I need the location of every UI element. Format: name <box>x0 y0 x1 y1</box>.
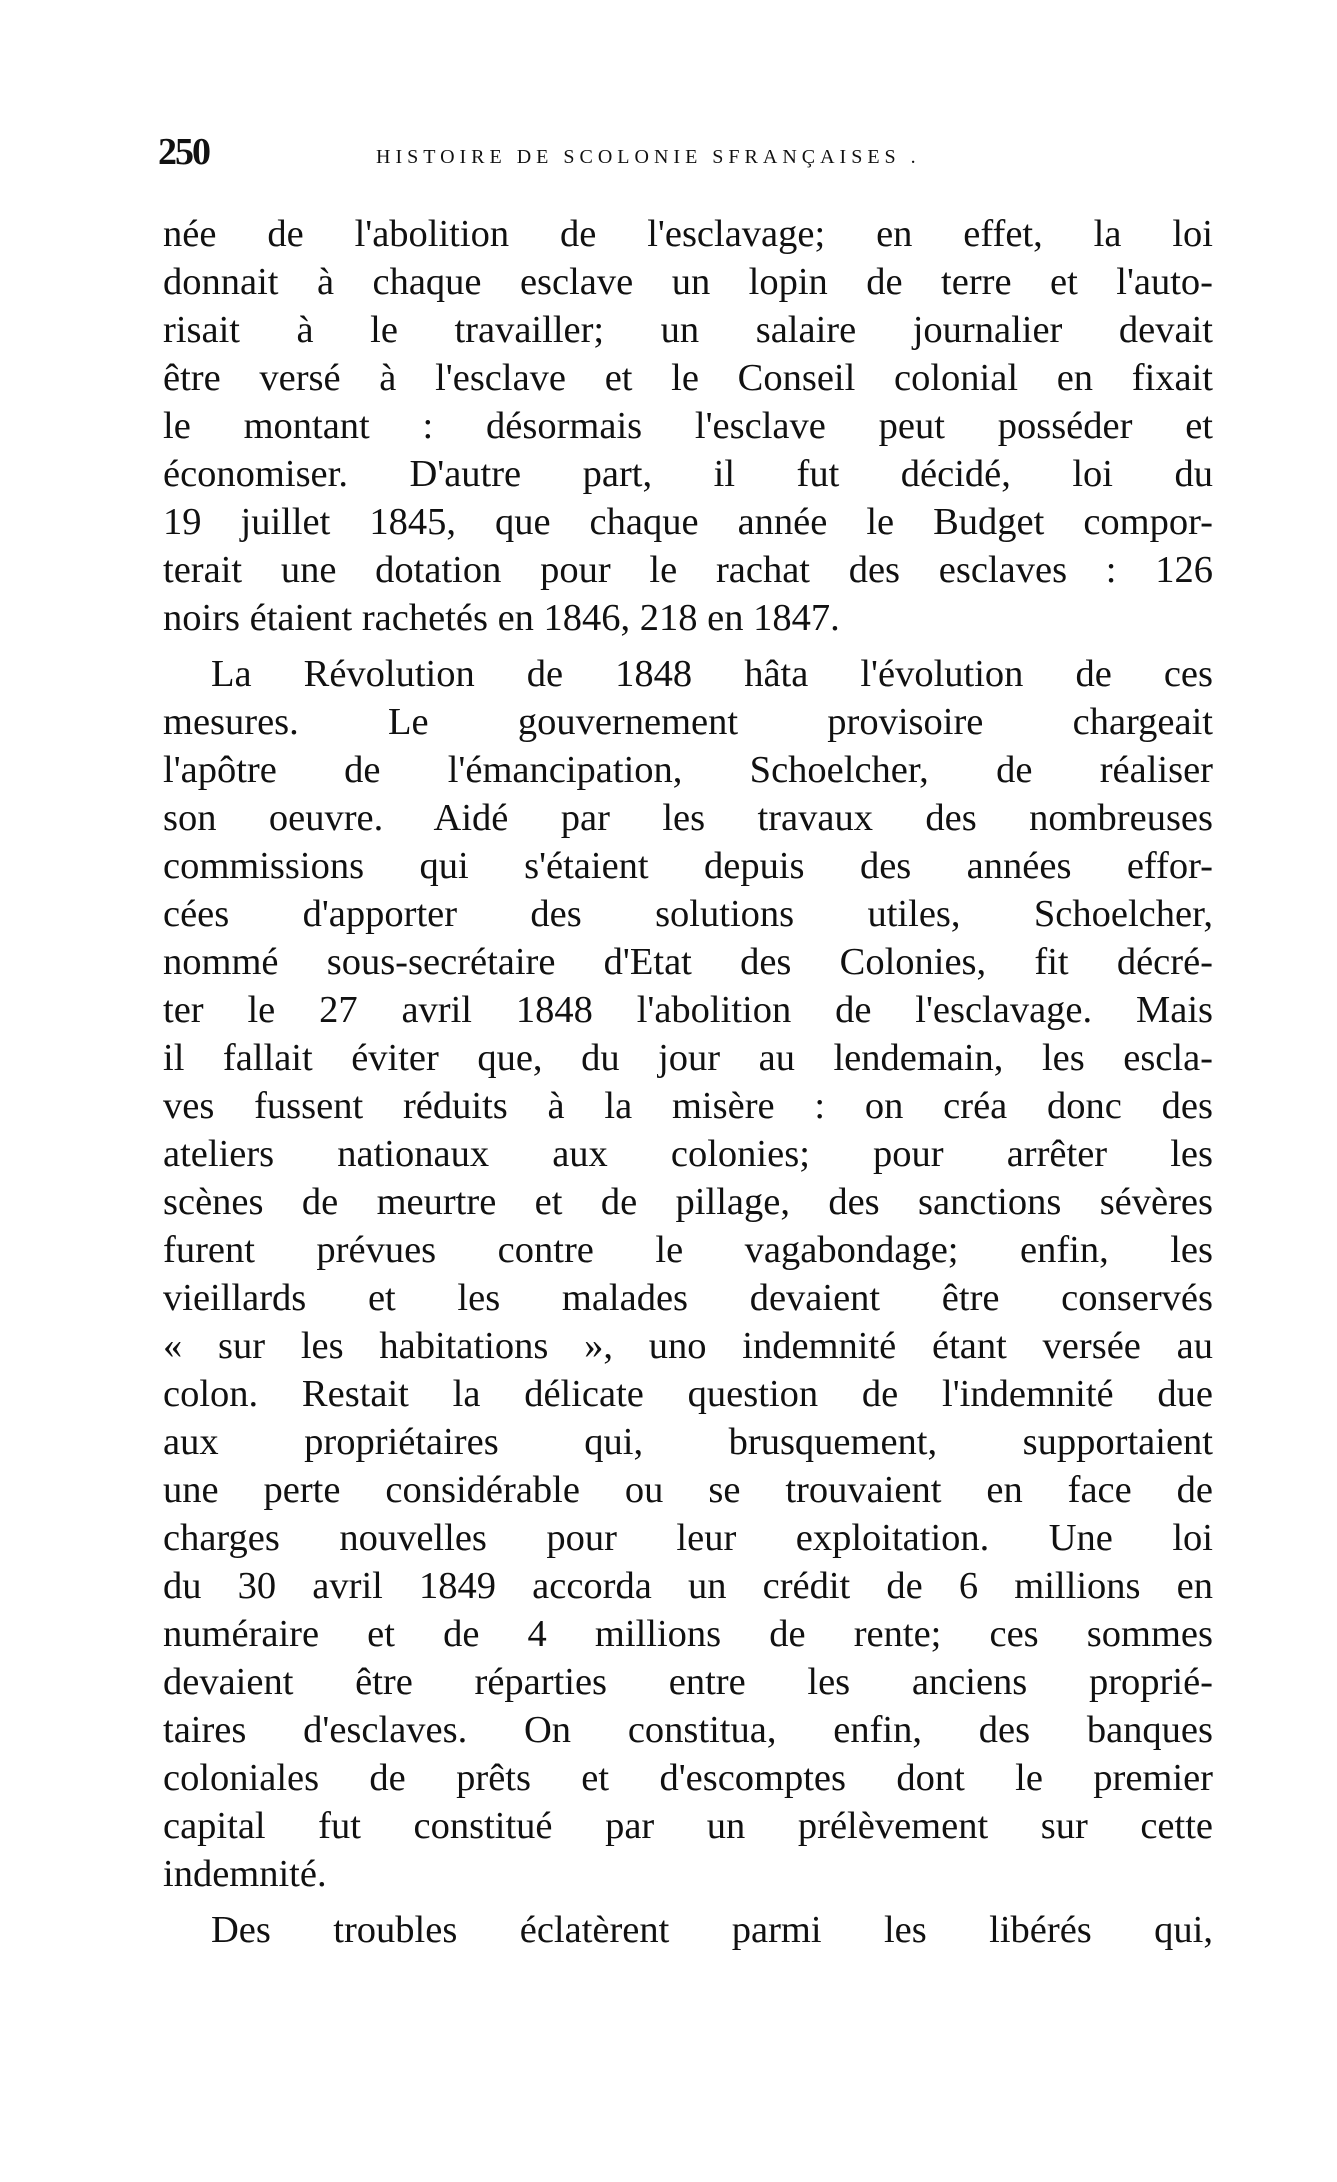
text-line: nommé sous-secrétaire d'Etat des Colonies, fit décré- <box>163 941 1213 983</box>
text-line: risait à le travailler; un salaire journalier devait <box>163 309 1213 351</box>
text-line: son oeuvre. Aidé par les travaux des nombreuses <box>163 797 1213 839</box>
text-line: du 30 avril 1849 accorda un crédit de 6 millions en <box>163 1565 1213 1607</box>
text-line: être versé à l'esclave et le Conseil colonial en fixait <box>163 357 1213 399</box>
text-line: ter le 27 avril 1848 l'abolition de l'esclavage. Mais <box>163 989 1213 1031</box>
paragraph-3 <box>163 1906 1213 1954</box>
text-line: devaient être réparties entre les anciens proprié- <box>163 1661 1213 1703</box>
paragraph-1 <box>163 210 1213 642</box>
text-line: mesures. Le gouvernement provisoire chargeait <box>163 701 1213 743</box>
text-line: ateliers nationaux aux colonies; pour arrêter les <box>163 1133 1213 1175</box>
running-head <box>158 130 1218 180</box>
text-line: furent prévues contre le vagabondage; enfin, les <box>163 1229 1213 1271</box>
text-line: vieillards et les malades devaient être conservés <box>163 1277 1213 1319</box>
text-line: née de l'abolition de l'esclavage; en effet, la loi <box>163 213 1213 255</box>
text-line: le montant : désormais l'esclave peut posséder et <box>163 405 1213 447</box>
running-title: HISTOIRE DE SCOLONIE SFRANÇAISES . <box>376 146 921 168</box>
text-line: noirs étaient rachetés en 1846, 218 en 1847. <box>163 597 840 639</box>
text-line: une perte considérable ou se trouvaient en face de <box>163 1469 1213 1511</box>
text-line: coloniales de prêts et d'escomptes dont le premier <box>163 1757 1213 1799</box>
text-line: numéraire et de 4 millions de rente; ces sommes <box>163 1613 1213 1655</box>
text-line: « sur les habitations », uno indemnité étant versée au <box>163 1325 1213 1367</box>
body-text <box>163 210 1213 1954</box>
text-line: terait une dotation pour le rachat des esclaves : 126 <box>163 549 1213 591</box>
text-line: ves fussent réduits à la misère : on créa donc des <box>163 1085 1213 1127</box>
text-line: cées d'apporter des solutions utiles, Schoelcher, <box>163 893 1213 935</box>
page-number: 250 <box>158 131 209 173</box>
text-line: capital fut constitué par un prélèvement sur cette <box>163 1805 1213 1847</box>
text-line: économiser. D'autre part, il fut décidé, loi du <box>163 453 1213 495</box>
text-line: commissions qui s'étaient depuis des années effor- <box>163 845 1213 887</box>
text-line: charges nouvelles pour leur exploitation. Une loi <box>163 1517 1213 1559</box>
text-line: colon. Restait la délicate question de l'indemnité due <box>163 1373 1213 1415</box>
text-line: Des troubles éclatèrent parmi les libérés qui, <box>211 1909 1213 1951</box>
text-line: il fallait éviter que, du jour au lendemain, les escla- <box>163 1037 1213 1079</box>
paragraph-2 <box>163 650 1213 1898</box>
text-line: donnait à chaque esclave un lopin de terre et l'auto- <box>163 261 1213 303</box>
text-line: taires d'esclaves. On constitua, enfin, des banques <box>163 1709 1213 1751</box>
text-line: indemnité. <box>163 1853 327 1895</box>
text-line: La Révolution de 1848 hâta l'évolution de ces <box>211 653 1213 695</box>
text-line: scènes de meurtre et de pillage, des sanctions sévères <box>163 1181 1213 1223</box>
text-line: l'apôtre de l'émancipation, Schoelcher, de réaliser <box>163 749 1213 791</box>
text-line: aux propriétaires qui, brusquement, supportaient <box>163 1421 1213 1463</box>
text-line: 19 juillet 1845, que chaque année le Budget compor- <box>163 501 1213 543</box>
